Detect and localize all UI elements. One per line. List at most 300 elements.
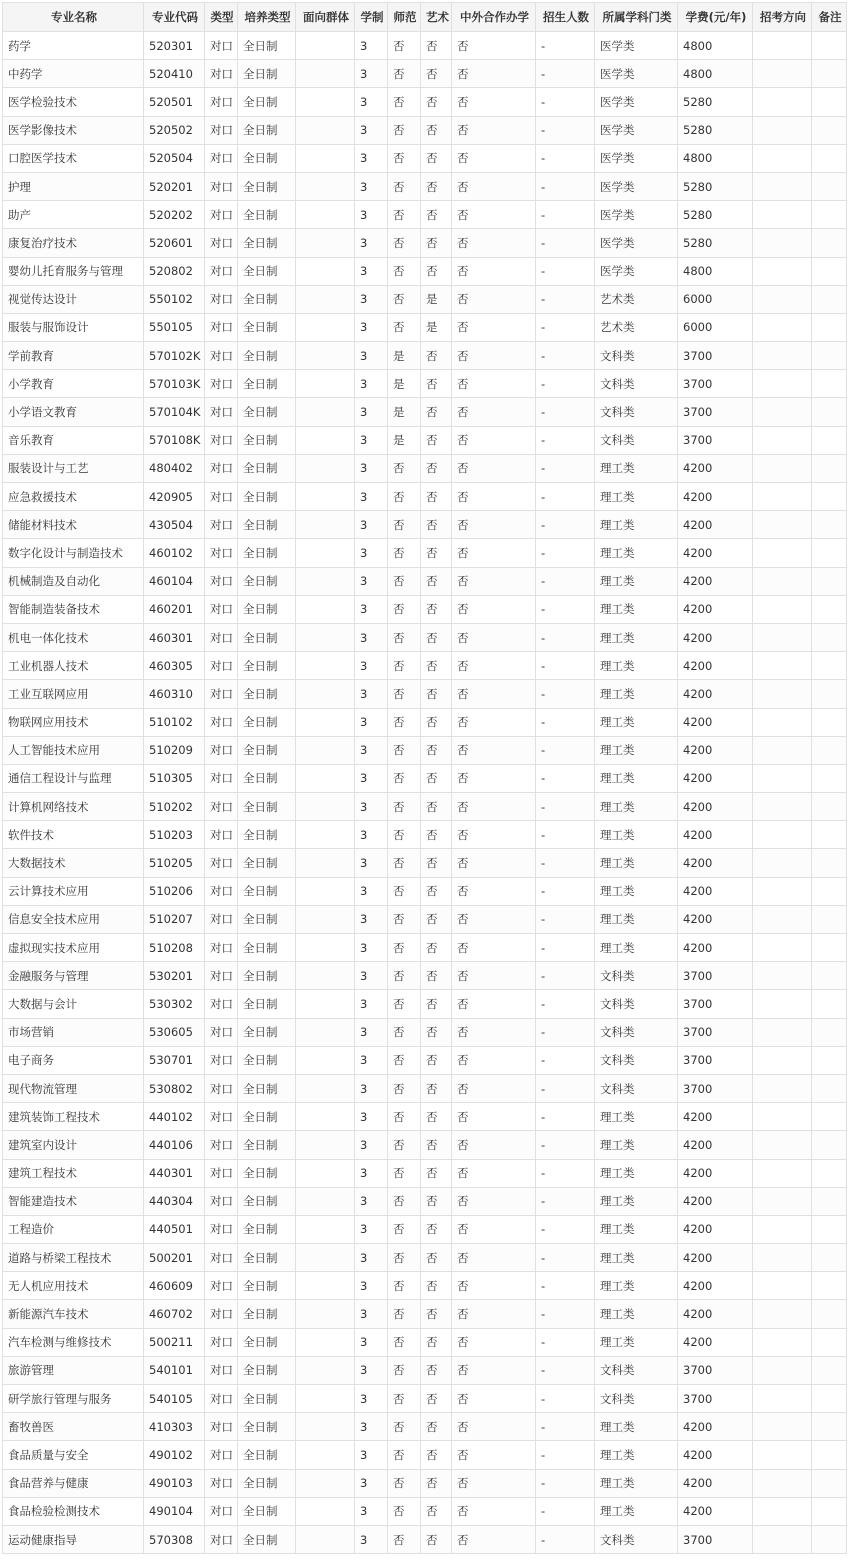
cell-remarks [812,370,847,398]
cell-joint-program: 否 [452,1215,536,1243]
cell-art: 否 [421,1131,452,1159]
cell-discipline: 理工类 [595,1300,678,1328]
cell-discipline: 理工类 [595,1244,678,1272]
cell-duration: 3 [355,736,388,764]
cell-normal: 否 [388,821,421,849]
cell-joint-program: 否 [452,398,536,426]
cell-enrollment: - [536,1215,595,1243]
cell-normal: 否 [388,1356,421,1384]
cell-enrollment: - [536,285,595,313]
cell-discipline: 理工类 [595,793,678,821]
cell-discipline: 理工类 [595,1131,678,1159]
cell-tuition: 4200 [678,1413,753,1441]
cell-exam-direction [753,201,812,229]
cell-remarks [812,567,847,595]
cell-normal: 否 [388,849,421,877]
cell-major-code: 500201 [144,1244,205,1272]
header-exam-direction: 招考方向 [753,3,812,32]
cell-exam-direction [753,1046,812,1074]
cell-target-group [296,793,355,821]
cell-exam-direction [753,1497,812,1525]
cell-enrollment: - [536,1441,595,1469]
cell-major-code: 550105 [144,313,205,341]
cell-type: 对口 [205,398,238,426]
cell-major-code: 460702 [144,1300,205,1328]
cell-joint-program: 否 [452,1356,536,1384]
cell-remarks [812,88,847,116]
cell-art: 否 [421,1525,452,1553]
cell-art: 否 [421,962,452,990]
cell-art: 否 [421,201,452,229]
cell-duration: 3 [355,398,388,426]
cell-training-type: 全日制 [238,793,296,821]
cell-joint-program: 否 [452,229,536,257]
cell-major-code: 460305 [144,652,205,680]
table-row [3,708,847,736]
cell-tuition: 3700 [678,370,753,398]
cell-tuition: 3700 [678,426,753,454]
cell-type: 对口 [205,144,238,172]
cell-art: 否 [421,257,452,285]
cell-training-type: 全日制 [238,1300,296,1328]
cell-type: 对口 [205,793,238,821]
cell-major-code: 440301 [144,1159,205,1187]
cell-exam-direction [753,483,812,511]
cell-major-code: 520802 [144,257,205,285]
cell-major-name: 计算机网络技术 [3,793,144,821]
cell-duration: 3 [355,567,388,595]
table-row [3,342,847,370]
cell-major-code: 460609 [144,1272,205,1300]
cell-tuition: 3700 [678,1525,753,1553]
cell-major-code: 460102 [144,539,205,567]
cell-type: 对口 [205,1525,238,1553]
cell-major-code: 460201 [144,595,205,623]
cell-remarks [812,1046,847,1074]
cell-type: 对口 [205,1244,238,1272]
cell-duration: 3 [355,990,388,1018]
cell-type: 对口 [205,595,238,623]
table-row [3,257,847,285]
cell-remarks [812,454,847,482]
table-row [3,483,847,511]
cell-major-code: 460104 [144,567,205,595]
cell-enrollment: - [536,201,595,229]
cell-major-name: 应急救援技术 [3,483,144,511]
cell-duration: 3 [355,1469,388,1497]
cell-discipline: 理工类 [595,708,678,736]
cell-type: 对口 [205,1272,238,1300]
cell-tuition: 4200 [678,595,753,623]
cell-training-type: 全日制 [238,1328,296,1356]
cell-target-group [296,313,355,341]
cell-tuition: 4200 [678,483,753,511]
cell-major-code: 460310 [144,680,205,708]
cell-target-group [296,398,355,426]
table-row [3,1018,847,1046]
cell-training-type: 全日制 [238,1215,296,1243]
cell-duration: 3 [355,1328,388,1356]
cell-normal: 否 [388,1469,421,1497]
cell-tuition: 4800 [678,32,753,60]
cell-exam-direction [753,1413,812,1441]
cell-normal: 否 [388,934,421,962]
cell-normal: 否 [388,680,421,708]
cell-target-group [296,1525,355,1553]
cell-major-code: 530302 [144,990,205,1018]
cell-joint-program: 否 [452,652,536,680]
cell-target-group [296,595,355,623]
cell-exam-direction [753,849,812,877]
cell-joint-program: 否 [452,88,536,116]
header-normal: 师范 [388,3,421,32]
header-discipline: 所属学科门类 [595,3,678,32]
cell-duration: 3 [355,962,388,990]
cell-remarks [812,990,847,1018]
cell-normal: 否 [388,962,421,990]
cell-art: 否 [421,1497,452,1525]
cell-exam-direction [753,652,812,680]
cell-type: 对口 [205,1131,238,1159]
cell-training-type: 全日制 [238,539,296,567]
cell-enrollment: - [536,539,595,567]
cell-joint-program: 否 [452,595,536,623]
cell-training-type: 全日制 [238,426,296,454]
cell-exam-direction [753,764,812,792]
cell-normal: 否 [388,905,421,933]
cell-exam-direction [753,595,812,623]
cell-enrollment: - [536,934,595,962]
cell-tuition: 4200 [678,877,753,905]
cell-duration: 3 [355,1356,388,1384]
cell-art: 否 [421,623,452,651]
table-row [3,116,847,144]
table-row [3,934,847,962]
cell-target-group [296,342,355,370]
table-row [3,821,847,849]
cell-remarks [812,1328,847,1356]
cell-training-type: 全日制 [238,1385,296,1413]
header-major-code: 专业代码 [144,3,205,32]
cell-art: 否 [421,1469,452,1497]
cell-enrollment: - [536,990,595,1018]
cell-art: 否 [421,934,452,962]
cell-training-type: 全日制 [238,454,296,482]
cell-major-name: 通信工程设计与监理 [3,764,144,792]
cell-joint-program: 否 [452,1525,536,1553]
cell-art: 否 [421,144,452,172]
cell-major-code: 500211 [144,1328,205,1356]
cell-discipline: 文科类 [595,1385,678,1413]
cell-duration: 3 [355,934,388,962]
cell-training-type: 全日制 [238,1074,296,1102]
cell-enrollment: - [536,1385,595,1413]
table-row [3,1272,847,1300]
cell-exam-direction [753,962,812,990]
cell-discipline: 文科类 [595,426,678,454]
cell-major-name: 工程造价 [3,1215,144,1243]
table-row [3,32,847,60]
cell-joint-program: 否 [452,793,536,821]
cell-exam-direction [753,426,812,454]
cell-enrollment: - [536,454,595,482]
cell-training-type: 全日制 [238,229,296,257]
cell-target-group [296,1074,355,1102]
cell-remarks [812,821,847,849]
cell-art: 否 [421,511,452,539]
cell-type: 对口 [205,1356,238,1384]
cell-exam-direction [753,1300,812,1328]
cell-duration: 3 [355,793,388,821]
cell-major-code: 520504 [144,144,205,172]
cell-training-type: 全日制 [238,1497,296,1525]
cell-type: 对口 [205,680,238,708]
cell-type: 对口 [205,962,238,990]
cell-enrollment: - [536,1187,595,1215]
table-row [3,849,847,877]
cell-normal: 否 [388,1385,421,1413]
cell-major-name: 智能建造技术 [3,1187,144,1215]
cell-target-group [296,32,355,60]
cell-duration: 3 [355,595,388,623]
cell-discipline: 文科类 [595,1074,678,1102]
cell-target-group [296,1159,355,1187]
cell-discipline: 文科类 [595,990,678,1018]
cell-remarks [812,1215,847,1243]
cell-duration: 3 [355,1018,388,1046]
cell-duration: 3 [355,1046,388,1074]
cell-tuition: 4200 [678,652,753,680]
cell-remarks [812,764,847,792]
cell-major-code: 510202 [144,793,205,821]
cell-normal: 否 [388,764,421,792]
cell-art: 否 [421,454,452,482]
cell-type: 对口 [205,877,238,905]
cell-major-code: 440106 [144,1131,205,1159]
cell-tuition: 4200 [678,1131,753,1159]
cell-remarks [812,595,847,623]
cell-duration: 3 [355,60,388,88]
cell-art: 否 [421,849,452,877]
cell-enrollment: - [536,313,595,341]
cell-enrollment: - [536,1272,595,1300]
cell-type: 对口 [205,1103,238,1131]
cell-type: 对口 [205,567,238,595]
cell-art: 否 [421,595,452,623]
cell-exam-direction [753,1187,812,1215]
cell-duration: 3 [355,1385,388,1413]
cell-discipline: 理工类 [595,905,678,933]
cell-target-group [296,483,355,511]
cell-target-group [296,1272,355,1300]
table-row [3,793,847,821]
cell-major-code: 520202 [144,201,205,229]
cell-duration: 3 [355,285,388,313]
cell-discipline: 理工类 [595,454,678,482]
cell-art: 否 [421,1272,452,1300]
cell-normal: 否 [388,736,421,764]
cell-enrollment: - [536,1469,595,1497]
cell-duration: 3 [355,483,388,511]
cell-duration: 3 [355,1441,388,1469]
cell-remarks [812,934,847,962]
cell-art: 否 [421,793,452,821]
table-row [3,229,847,257]
cell-joint-program: 否 [452,1103,536,1131]
cell-major-name: 视觉传达设计 [3,285,144,313]
cell-normal: 否 [388,539,421,567]
cell-joint-program: 否 [452,1018,536,1046]
cell-normal: 否 [388,201,421,229]
cell-major-code: 430504 [144,511,205,539]
cell-normal: 是 [388,426,421,454]
cell-normal: 否 [388,1328,421,1356]
cell-training-type: 全日制 [238,1469,296,1497]
cell-training-type: 全日制 [238,88,296,116]
cell-discipline: 理工类 [595,567,678,595]
cell-tuition: 4200 [678,764,753,792]
cell-major-name: 工业机器人技术 [3,652,144,680]
cell-art: 否 [421,1187,452,1215]
cell-remarks [812,1272,847,1300]
cell-discipline: 医学类 [595,229,678,257]
cell-type: 对口 [205,1469,238,1497]
cell-joint-program: 否 [452,1469,536,1497]
cell-exam-direction [753,229,812,257]
cell-training-type: 全日制 [238,1272,296,1300]
cell-art: 否 [421,1356,452,1384]
cell-training-type: 全日制 [238,1131,296,1159]
cell-duration: 3 [355,877,388,905]
cell-type: 对口 [205,990,238,1018]
cell-discipline: 艺术类 [595,313,678,341]
cell-tuition: 4200 [678,1272,753,1300]
cell-art: 否 [421,1018,452,1046]
cell-enrollment: - [536,877,595,905]
table-row [3,1159,847,1187]
cell-target-group [296,962,355,990]
cell-tuition: 4200 [678,1187,753,1215]
cell-tuition: 3700 [678,342,753,370]
cell-joint-program: 否 [452,539,536,567]
cell-joint-program: 否 [452,1413,536,1441]
cell-remarks [812,426,847,454]
cell-remarks [812,1244,847,1272]
cell-major-code: 550102 [144,285,205,313]
cell-target-group [296,1441,355,1469]
cell-art: 否 [421,229,452,257]
cell-joint-program: 否 [452,370,536,398]
cell-enrollment: - [536,1046,595,1074]
table-row [3,1244,847,1272]
cell-art: 否 [421,905,452,933]
cell-major-code: 570108K [144,426,205,454]
cell-type: 对口 [205,1046,238,1074]
cell-remarks [812,116,847,144]
cell-art: 否 [421,88,452,116]
cell-training-type: 全日制 [238,1018,296,1046]
cell-tuition: 4200 [678,849,753,877]
cell-duration: 3 [355,623,388,651]
cell-major-name: 机电一体化技术 [3,623,144,651]
cell-discipline: 理工类 [595,877,678,905]
cell-art: 否 [421,1159,452,1187]
cell-tuition: 3700 [678,1385,753,1413]
cell-target-group [296,1413,355,1441]
cell-art: 否 [421,1385,452,1413]
cell-major-code: 520201 [144,172,205,200]
cell-art: 是 [421,285,452,313]
cell-exam-direction [753,736,812,764]
table-row [3,1525,847,1553]
cell-target-group [296,1187,355,1215]
cell-joint-program: 否 [452,144,536,172]
cell-duration: 3 [355,370,388,398]
cell-normal: 否 [388,172,421,200]
cell-target-group [296,877,355,905]
cell-major-code: 410303 [144,1413,205,1441]
header-major-name: 专业名称 [3,3,144,32]
cell-major-code: 490104 [144,1497,205,1525]
cell-enrollment: - [536,116,595,144]
cell-major-code: 490103 [144,1469,205,1497]
cell-remarks [812,342,847,370]
cell-enrollment: - [536,962,595,990]
cell-major-name: 医学影像技术 [3,116,144,144]
cell-normal: 否 [388,1244,421,1272]
cell-major-name: 金融服务与管理 [3,962,144,990]
cell-remarks [812,652,847,680]
header-target-group: 面向群体 [296,3,355,32]
cell-major-name: 康复治疗技术 [3,229,144,257]
cell-remarks [812,1018,847,1046]
cell-joint-program: 否 [452,764,536,792]
cell-major-name: 助产 [3,201,144,229]
cell-enrollment: - [536,1244,595,1272]
cell-joint-program: 否 [452,1187,536,1215]
cell-joint-program: 否 [452,567,536,595]
cell-major-name: 食品营养与健康 [3,1469,144,1497]
cell-major-name: 汽车检测与维修技术 [3,1328,144,1356]
cell-training-type: 全日制 [238,962,296,990]
cell-discipline: 理工类 [595,595,678,623]
cell-discipline: 理工类 [595,934,678,962]
cell-tuition: 3700 [678,1046,753,1074]
cell-target-group [296,426,355,454]
table-body [3,32,847,1554]
cell-joint-program: 否 [452,172,536,200]
cell-major-name: 护理 [3,172,144,200]
cell-normal: 否 [388,144,421,172]
cell-major-code: 520501 [144,88,205,116]
cell-discipline: 理工类 [595,1215,678,1243]
cell-tuition: 4200 [678,511,753,539]
cell-tuition: 4200 [678,1103,753,1131]
cell-type: 对口 [205,1385,238,1413]
cell-duration: 3 [355,257,388,285]
cell-major-code: 520301 [144,32,205,60]
cell-tuition: 5280 [678,229,753,257]
table-row [3,652,847,680]
cell-art: 否 [421,342,452,370]
cell-target-group [296,201,355,229]
cell-normal: 否 [388,623,421,651]
cell-type: 对口 [205,511,238,539]
cell-exam-direction [753,877,812,905]
cell-discipline: 文科类 [595,1356,678,1384]
cell-discipline: 医学类 [595,116,678,144]
cell-discipline: 理工类 [595,680,678,708]
